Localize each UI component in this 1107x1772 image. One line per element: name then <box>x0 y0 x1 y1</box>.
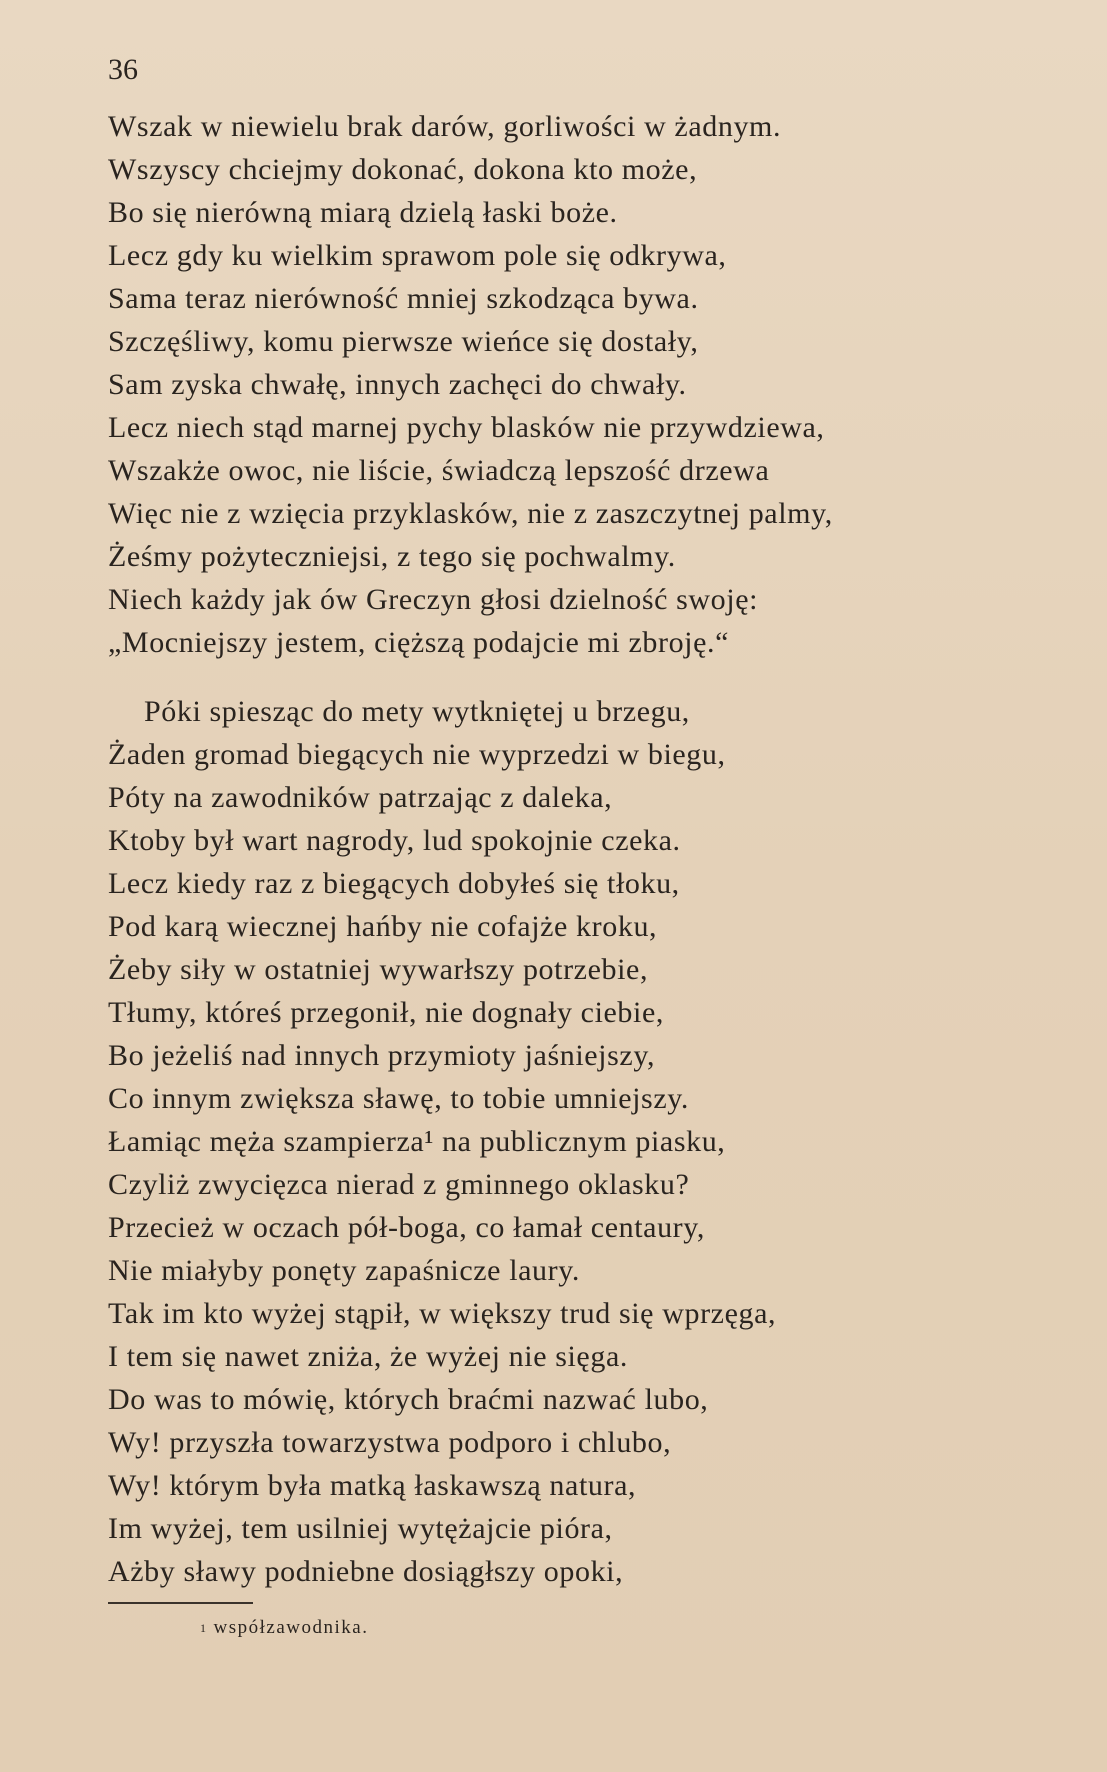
verse-line: Sam zyska chwałę, innych zachęci do chwały. <box>108 368 687 401</box>
footnote-marker: 1 <box>200 1621 208 1635</box>
verse-line: Więc nie z wzięcia przyklasków, nie z zaszczytnej palmy, <box>108 497 833 530</box>
verse-line: Żeby siły w ostatniej wywarłszy potrzebie, <box>108 953 649 986</box>
footnote-text: współzawodnika. <box>213 1617 369 1638</box>
verse-line: Niech każdy jak ów Greczyn głosi dzielność swoję: <box>108 583 759 616</box>
verse-line: Szczęśliwy, komu pierwsze wieńce się dostały, <box>108 325 699 358</box>
verse-line: Wszakże owoc, nie liście, świadczą lepszość drzewa <box>108 454 770 487</box>
verse-line: Pod karą wiecznej hańby nie cofajże kroku, <box>108 910 658 943</box>
verse-line-indented: Póki spiesząc do mety wytkniętej u brzegu, <box>144 695 690 728</box>
verse-line: Lecz gdy ku wielkim sprawom pole się odkrywa, <box>108 239 727 272</box>
verse-line: Wy! przyszła towarzystwa podporo i chlubo, <box>108 1426 672 1459</box>
verse-line: Im wyżej, tem usilniej wytężajcie pióra, <box>108 1512 613 1545</box>
stanza-1 <box>108 105 1068 664</box>
page-number: 36 <box>108 53 138 86</box>
verse-line: Żeśmy pożyteczniejsi, z tego się pochwalmy. <box>108 540 676 573</box>
verse-line: Żaden gromad biegących nie wyprzedzi w biegu, <box>108 738 726 771</box>
verse-line: Bo jeżeliś nad innych przymioty jaśniejszy, <box>108 1039 656 1072</box>
verse-line: Nie miałyby ponęty zapaśnicze laury. <box>108 1254 580 1287</box>
verse-line: Póty na zawodników patrzając z daleka, <box>108 781 613 814</box>
verse-line: Wszyscy chciejmy dokonać, dokona kto może, <box>108 153 698 186</box>
verse-line: Ktoby był wart nagrody, lud spokojnie czeka. <box>108 824 681 857</box>
stanza-2 <box>108 690 1068 1593</box>
verse-line: Bo się nierówną miarą dzielą łaski boże. <box>108 196 618 229</box>
verse-line: Tak im kto wyżej stąpił, w większy trud się wprzęga, <box>108 1297 777 1330</box>
verse-line: Wy! którym była matką łaskawszą natura, <box>108 1469 637 1502</box>
verse-line: Przecież w oczach pół-boga, co łamał centaury, <box>108 1211 706 1244</box>
footnote <box>200 1616 368 1640</box>
verse-line: „Mocniejszy jestem, cięższą podajcie mi zbroję.“ <box>108 626 730 659</box>
verse-line: Ażby sławy podniebne dosiągłszy opoki, <box>108 1555 624 1588</box>
verse-line: Co innym zwiększa sławę, to tobie umniejszy. <box>108 1082 690 1115</box>
verse-line: Wszak w niewielu brak darów, gorliwości w żadnym. <box>108 110 782 143</box>
verse-line: Lecz niech stąd marnej pychy blasków nie przywdziewa, <box>108 411 825 444</box>
verse-line: Tłumy, któreś przegonił, nie dognały ciebie, <box>108 996 664 1029</box>
verse-line: Czyliż zwycięzca nierad z gminnego oklasku? <box>108 1168 690 1201</box>
footnote-divider <box>108 1602 253 1604</box>
verse-line: Łamiąc męża szampierza¹ na publicznym piasku, <box>108 1125 726 1158</box>
verse-line: Lecz kiedy raz z biegących dobyłeś się tłoku, <box>108 867 680 900</box>
verse-line: I tem się nawet zniża, że wyżej nie sięga. <box>108 1340 628 1373</box>
verse-line: Do was to mówię, których braćmi nazwać lubo, <box>108 1383 709 1416</box>
verse-line: Sama teraz nierówność mniej szkodząca bywa. <box>108 282 699 315</box>
